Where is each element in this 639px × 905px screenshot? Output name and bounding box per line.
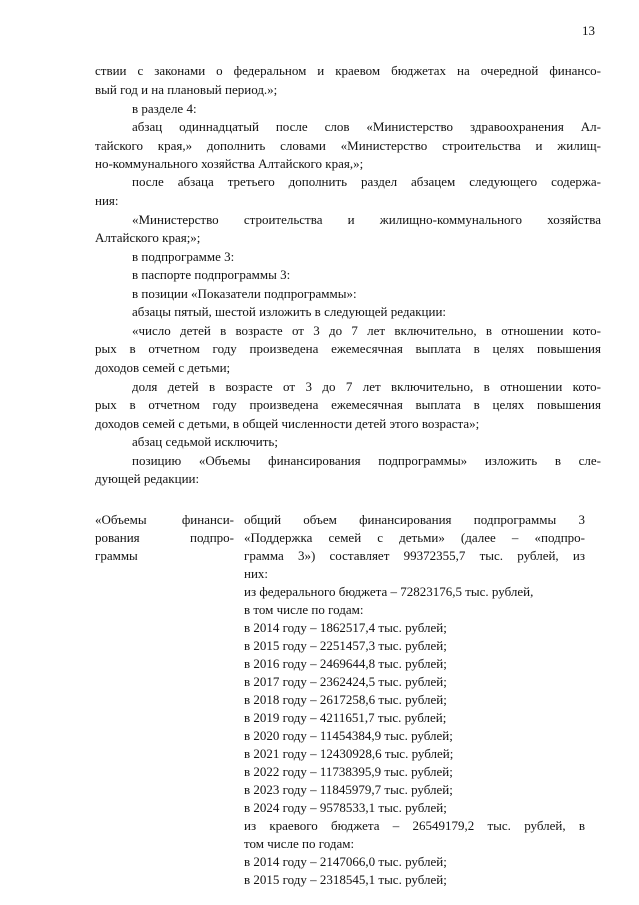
text-line: абзац одиннадцатый после слов «Министерство здравоохранения Ал- xyxy=(132,119,601,134)
text-line: позицию «Объемы финансирования подпрограммы» изложить в сле- xyxy=(132,453,601,468)
text-line: в разделе 4: xyxy=(132,101,197,116)
table-right-line: «Поддержка семей с детьми» (далее – «подпро- xyxy=(244,530,585,545)
table-right-line: в 2024 году – 9578533,1 тыс. рублей; xyxy=(244,800,447,815)
text-line: ствии с законами о федеральном и краевом бюджетах на очередной финансо- xyxy=(95,63,601,78)
text-line: но-коммунального хозяйства Алтайского края,»; xyxy=(95,156,364,171)
table-right-line: в 2020 году – 11454384,9 тыс. рублей; xyxy=(244,728,453,743)
table-right-line: из краевого бюджета – 26549179,2 тыс. рублей, в xyxy=(244,818,585,833)
table-left-line: граммы xyxy=(95,548,138,563)
text-line: в паспорте подпрограммы 3: xyxy=(132,267,291,282)
text-line: «Министерство строительства и жилищно-коммунального хозяйства xyxy=(132,212,601,227)
table-right-line: в 2023 году – 11845979,7 тыс. рублей; xyxy=(244,782,453,797)
text-line: Алтайского края;»; xyxy=(95,230,201,245)
text-line: в позиции «Показатели подпрограммы»: xyxy=(132,286,357,301)
text-line: рых в отчетном году произведена ежемесячная выплата в целях повышения xyxy=(95,341,601,356)
text-line: в подпрограмме 3: xyxy=(132,249,235,264)
table-left-line: рования подпро- xyxy=(95,530,234,545)
table-right-line: в 2015 году – 2318545,1 тыс. рублей; xyxy=(244,872,447,887)
table-right-line: в 2022 году – 11738395,9 тыс. рублей; xyxy=(244,764,453,779)
table-right-line: грамма 3») составляет 99372355,7 тыс. рублей, из xyxy=(244,548,585,563)
table-right-line: в 2019 году – 4211651,7 тыс. рублей; xyxy=(244,710,447,725)
table-right-line: в том числе по годам: xyxy=(244,602,364,617)
text-line: после абзаца третьего дополнить раздел абзацем следующего содержа- xyxy=(132,174,601,189)
table-right-line: из федерального бюджета – 72823176,5 тыс. рублей, xyxy=(244,584,534,599)
text-line: абзац седьмой исключить; xyxy=(132,434,278,449)
table-right-line: в 2014 году – 2147066,0 тыс. рублей; xyxy=(244,854,447,869)
page-number: 13 xyxy=(582,23,595,38)
text-line: ния: xyxy=(95,193,119,208)
text-line: доходов семей с детьми, в общей численности детей этого возраста»; xyxy=(95,416,480,431)
table-right-line: в 2016 году – 2469644,8 тыс. рублей; xyxy=(244,656,447,671)
table-right-line: них: xyxy=(244,566,269,581)
text-line: дующей редакции: xyxy=(95,471,200,486)
table-right-line: в 2017 году – 2362424,5 тыс. рублей; xyxy=(244,674,447,689)
table-right-line: в 2021 году – 12430928,6 тыс. рублей; xyxy=(244,746,454,761)
table-right-line: том числе по годам: xyxy=(244,836,355,851)
text-line: «число детей в возрасте от 3 до 7 лет включительно, в отношении кото- xyxy=(132,323,601,338)
table-right-line: в 2014 году – 1862517,4 тыс. рублей; xyxy=(244,620,447,635)
text-line: доля детей в возрасте от 3 до 7 лет включительно, в отношении кото- xyxy=(132,379,601,394)
table-right-line: общий объем финансирования подпрограммы 3 xyxy=(244,512,585,527)
table-right-line: в 2015 году – 2251457,3 тыс. рублей; xyxy=(244,638,447,653)
text-line: тайского края,» дополнить словами «Министерство строительства и жилищ- xyxy=(95,138,601,153)
table-right-line: в 2018 году – 2617258,6 тыс. рублей; xyxy=(244,692,447,707)
text-line: доходов семей с детьми; xyxy=(95,360,231,375)
text-line: абзацы пятый, шестой изложить в следующей редакции: xyxy=(132,304,447,319)
text-line: рых в отчетном году произведена ежемесячная выплата в целях повышения xyxy=(95,397,601,412)
text-line: вый год и на плановый период.»; xyxy=(95,82,278,97)
table-left-line: «Объемы финанси- xyxy=(95,512,234,527)
